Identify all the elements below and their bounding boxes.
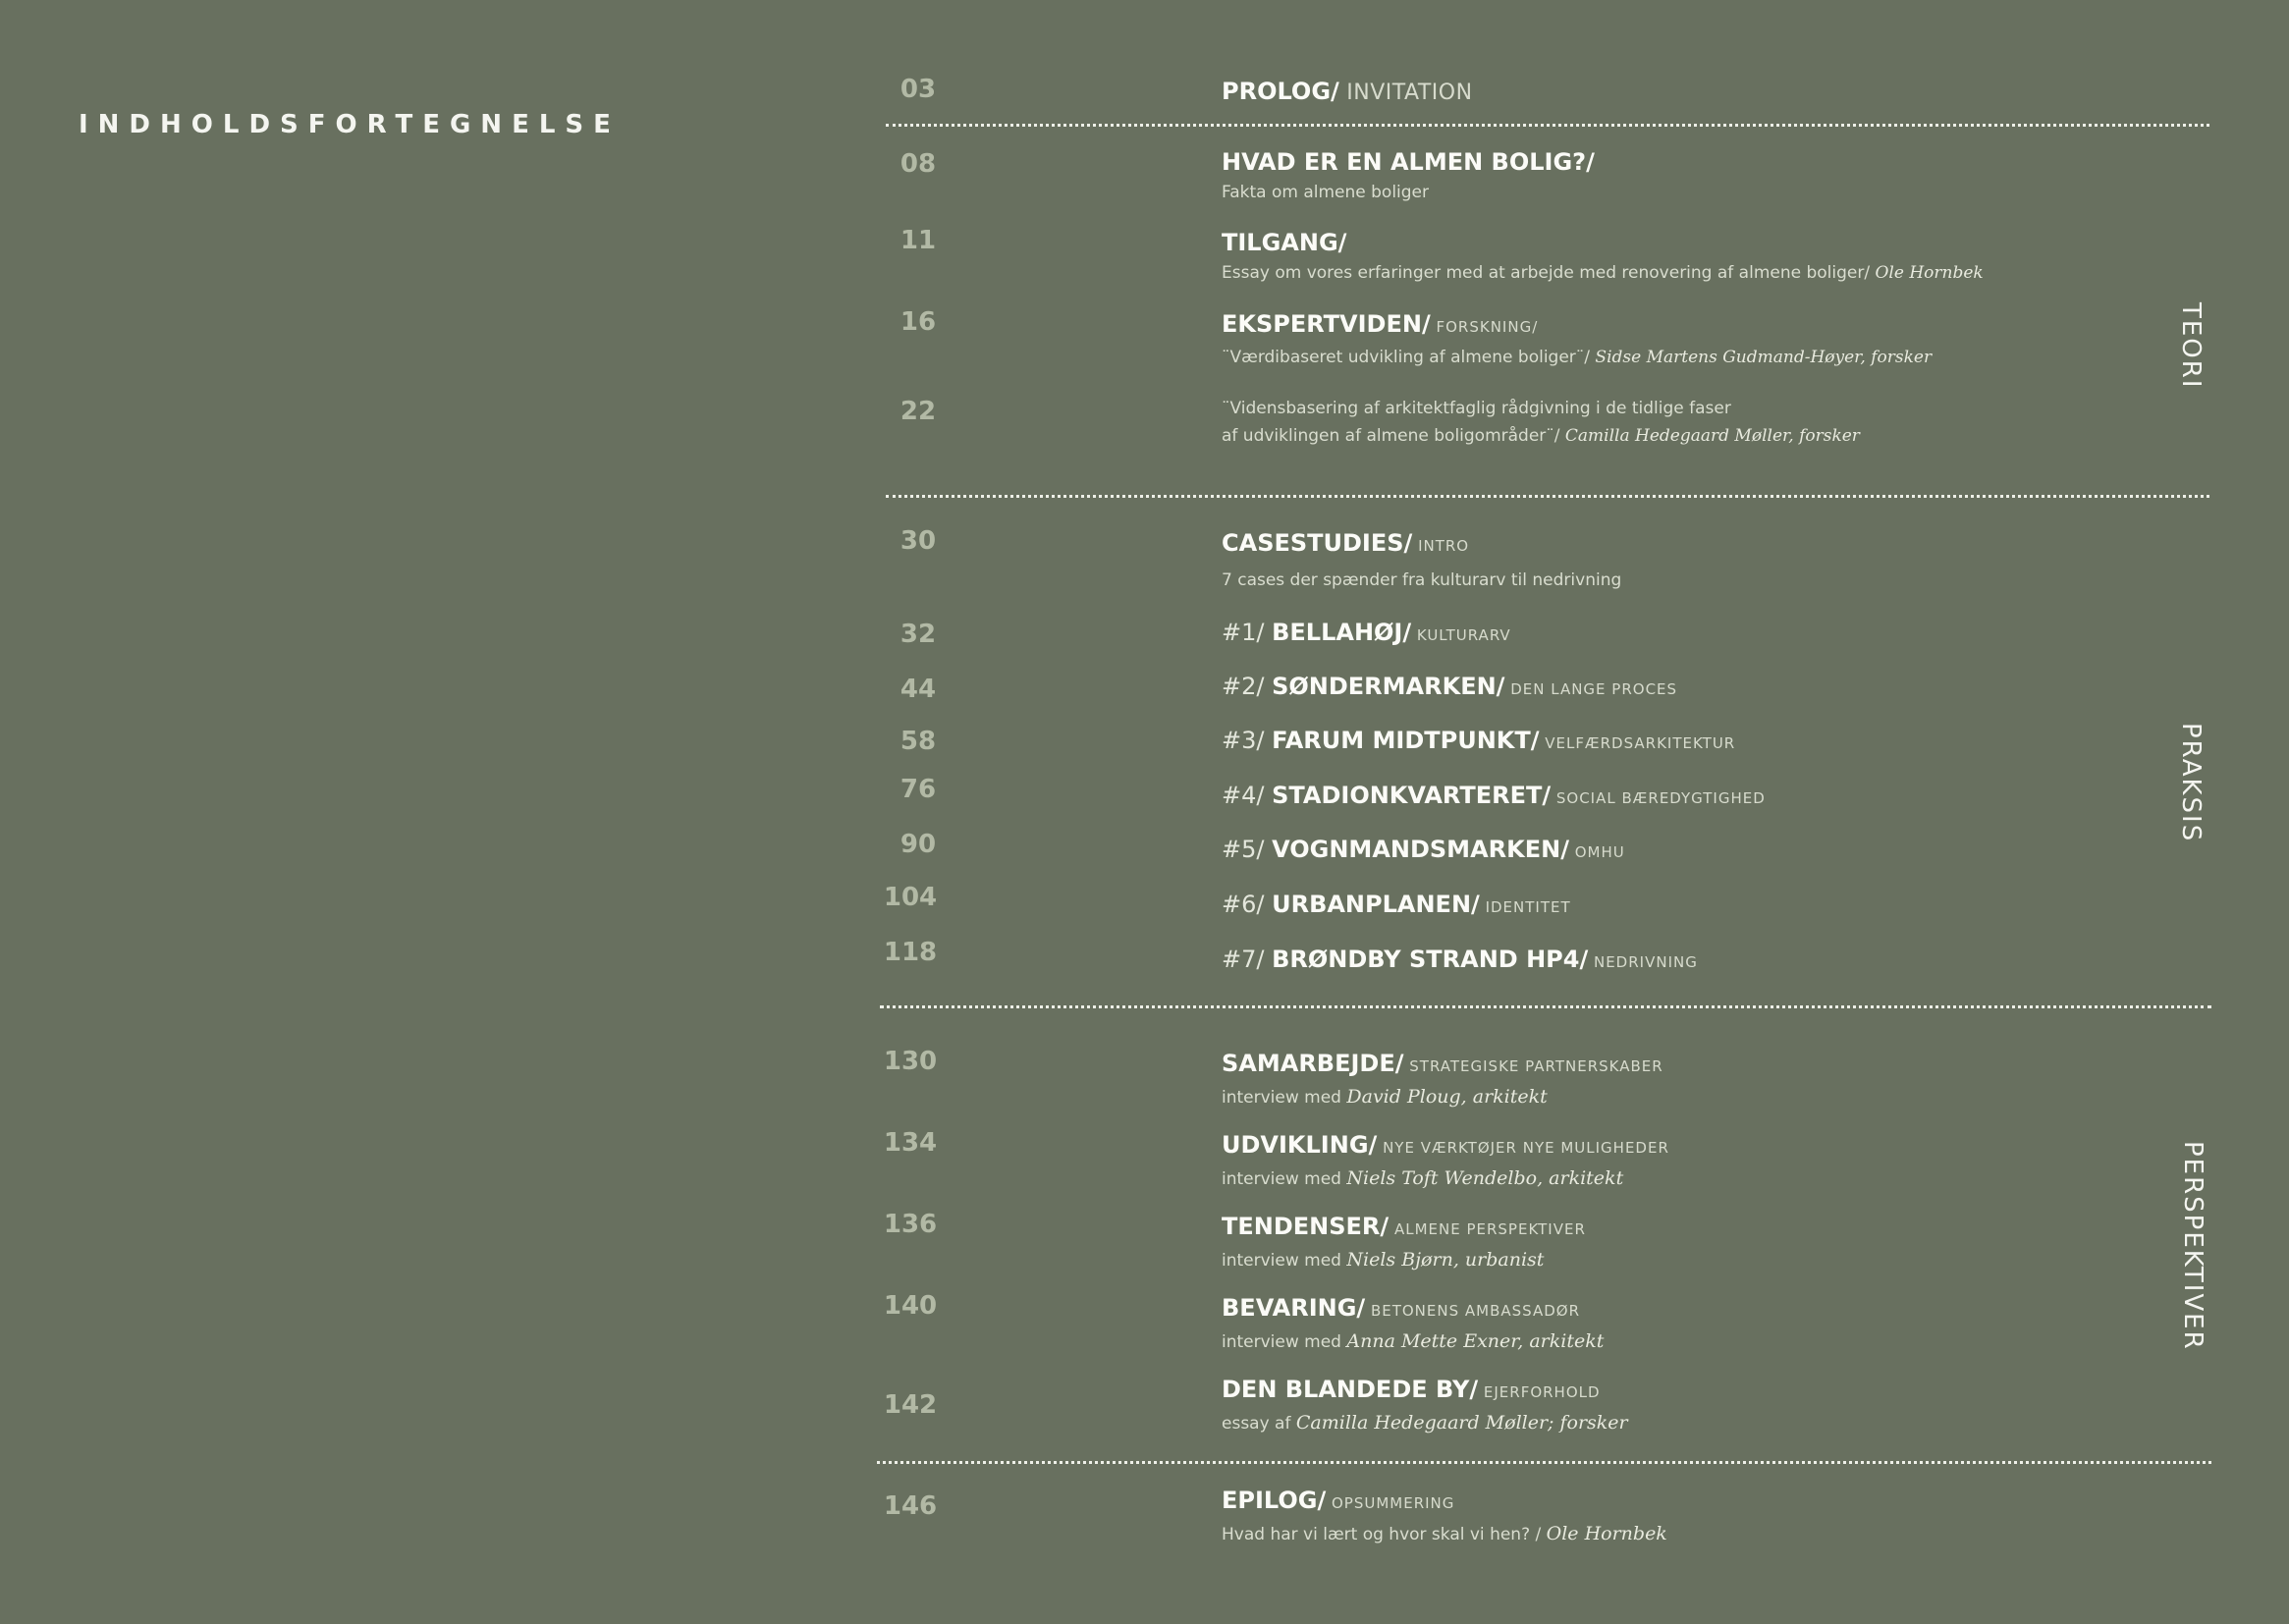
case-number: #3/ [1222, 727, 1273, 754]
page-number: 11 [899, 226, 937, 255]
entry-description: interview med [1222, 1088, 1347, 1108]
entry-description: essay af [1222, 1414, 1296, 1434]
entry-subtitle: STRATEGISKE PARTNERSKABER [1403, 1057, 1663, 1075]
page-number: 58 [899, 727, 937, 756]
entry-title: BRØNDBY STRAND HP4/ [1272, 946, 1589, 973]
page-number: 136 [883, 1210, 938, 1239]
section-label-perspektiver: PERSPEKTIVER [2178, 1141, 2207, 1351]
entry-description: interview med [1222, 1169, 1347, 1189]
section-label-praksis: PRAKSIS [2176, 723, 2206, 843]
page-number: 08 [899, 149, 937, 179]
page-number: 140 [883, 1291, 938, 1321]
entry-subtitle: BETONENS AMBASSADØR [1365, 1302, 1581, 1320]
entry-author: Ole Hornbek [1870, 263, 1984, 283]
entry-subtitle: SOCIAL BÆREDYGTIGHED [1551, 789, 1766, 807]
page-number: 30 [899, 526, 937, 556]
entry-subtitle: KULTURARV [1411, 626, 1511, 644]
entry-subtitle: ALMENE PERSPEKTIVER [1389, 1220, 1586, 1238]
page-number: 104 [883, 883, 938, 912]
entry-description: 7 cases der spænder fra kulturarv til nedrivning [1222, 570, 1622, 590]
entry-description: ¨Værdibaseret udvikling af almene boliger¨/ [1222, 348, 1591, 367]
entry-title: TILGANG/ [1222, 229, 1347, 256]
entry-title: TENDENSER/ [1222, 1213, 1390, 1240]
section-divider [886, 495, 2209, 501]
entry-title: BEVARING/ [1222, 1294, 1366, 1322]
entry-description: interview med [1222, 1332, 1347, 1352]
entry-description: interview med [1222, 1251, 1347, 1271]
entry-description-continued: af udviklingen af almene boligområder¨/ [1222, 426, 1560, 446]
entry-author: Camilla Hedegaard Møller; forsker [1295, 1412, 1628, 1434]
entry-subtitle: NYE VÆRKTØJER NYE MULIGHEDER [1377, 1139, 1669, 1157]
page-number: 118 [883, 938, 938, 967]
case-number: #1/ [1222, 619, 1273, 646]
entry-subtitle: OMHU [1568, 843, 1625, 861]
entry-title: DEN BLANDEDE BY/ [1222, 1376, 1479, 1403]
entry-subtitle: INTRO [1412, 537, 1470, 555]
entry-title: SØNDERMARKEN/ [1272, 673, 1505, 700]
entry-author: Anna Mette Exner, arkitekt [1346, 1330, 1605, 1352]
entry-subtitle: FORSKNING/ [1430, 318, 1539, 336]
page-number: 142 [883, 1390, 938, 1420]
entry-subtitle: IDENTITET [1479, 898, 1571, 916]
entry-title: HVAD ER EN ALMEN BOLIG?/ [1222, 148, 1595, 176]
entry-description: Fakta om almene boliger [1222, 183, 1430, 202]
entry-title: SAMARBEJDE/ [1222, 1050, 1404, 1077]
case-number: #7/ [1222, 946, 1273, 973]
entry-author: Niels Bjørn, urbanist [1346, 1249, 1545, 1271]
entry-subtitle: VELFÆRDSARKITEKTUR [1539, 734, 1736, 752]
page-number: 146 [883, 1491, 938, 1521]
page-number: 03 [899, 75, 937, 104]
section-divider [886, 124, 2209, 130]
entry-title: FARUM MIDTPUNKT/ [1272, 727, 1540, 754]
entry-title: UDVIKLING/ [1222, 1131, 1378, 1159]
entry-subtitle: INVITATION [1338, 81, 1473, 105]
case-number: #5/ [1222, 836, 1273, 863]
page-number: 16 [899, 307, 937, 337]
entry-author: Camilla Hedegaard Møller, forsker [1559, 426, 1860, 446]
case-number: #4/ [1222, 782, 1273, 809]
page-number: 134 [883, 1128, 938, 1158]
page-number: 32 [899, 620, 937, 649]
entry-author: Niels Toft Wendelbo, arkitekt [1346, 1167, 1624, 1189]
entry-author: Sidse Martens Gudmand-Høyer, forsker [1590, 348, 1933, 367]
entry-title: URBANPLANEN/ [1272, 891, 1480, 918]
section-divider [877, 1461, 2211, 1467]
page-number: 90 [899, 830, 937, 859]
entry-description: ¨Vidensbasering af arkitektfaglig rådgivning i de tidlige faser [1222, 399, 1731, 418]
entry-title: PROLOG/ [1222, 78, 1339, 105]
entry-subtitle: EJERFORHOLD [1478, 1383, 1601, 1401]
entry-title: VOGNMANDSMARKEN/ [1272, 836, 1569, 863]
entry-title: EPILOG/ [1222, 1487, 1327, 1514]
entry-title: BELLAHØJ/ [1272, 619, 1412, 646]
page-number: 22 [899, 397, 937, 426]
entry-title: EKSPERTVIDEN/ [1222, 310, 1431, 338]
page-number: 76 [899, 775, 937, 804]
case-number: #6/ [1222, 891, 1273, 918]
page-number: 44 [899, 675, 937, 704]
entry-author: David Ploug, arkitekt [1346, 1086, 1548, 1108]
section-label-teori: TEORI [2176, 302, 2206, 390]
case-number: #2/ [1222, 673, 1273, 700]
entry-author: Ole Hornbek [1546, 1523, 1667, 1544]
entry-subtitle: OPSUMMERING [1326, 1494, 1455, 1512]
entry-description: Hvad har vi lært og hvor skal vi hen? / [1222, 1525, 1547, 1544]
page-title: INDHOLDSFORTEGNELSE [79, 110, 621, 139]
entry-subtitle: DEN LANGE PROCES [1504, 680, 1678, 698]
entry-subtitle: NEDRIVNING [1588, 953, 1698, 971]
entry-title: STADIONKVARTERET/ [1272, 782, 1552, 809]
entry-description: Essay om vores erfaringer med at arbejde med renovering af almene boliger/ [1222, 263, 1871, 283]
section-divider [880, 1005, 2211, 1011]
entry-title: CASESTUDIES/ [1222, 529, 1413, 557]
page-number: 130 [883, 1047, 938, 1076]
